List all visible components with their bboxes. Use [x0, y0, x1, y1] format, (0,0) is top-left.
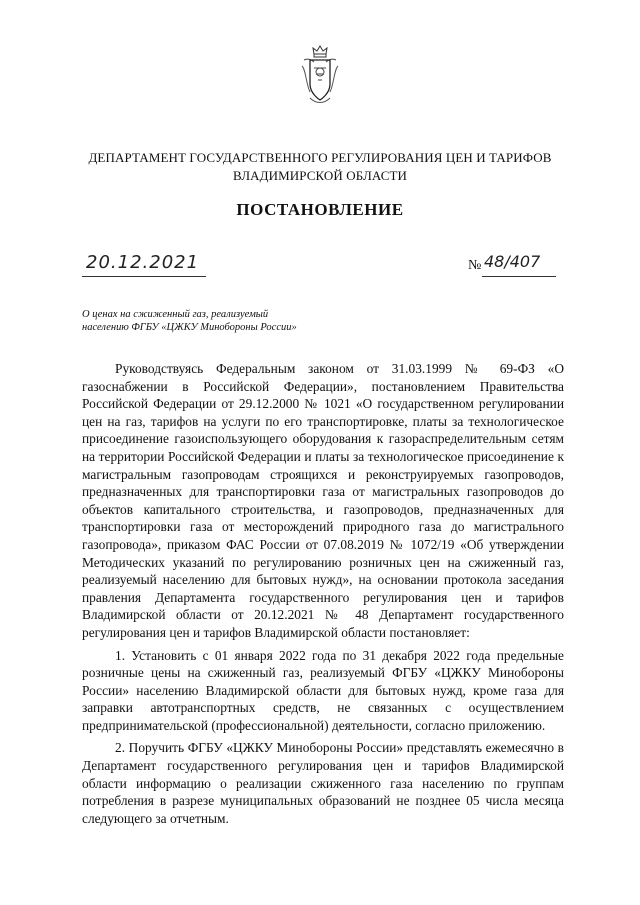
item-2-paragraph: 2. Поручить ФГБУ «ЦЖКУ Минобороны России» представлять ежемесячно в Департамент государственного регулирования цен и тарифов Владимирской области информацию о реализации сжиженного газа населению по группам потребления в разрезе муниципальных образований не позднее 05 числа месяца следующего за отчетным.: [82, 740, 564, 826]
number-label: №: [468, 258, 482, 273]
subject-line: населению ФГБУ «ЦЖКУ Минобороны России»: [82, 322, 297, 333]
item-1-paragraph: 1. Установить с 01 января 2022 года по 31 декабря 2022 года предельные розничные цены на сжиженный газ, реализуемый ФГБУ «ЦЖКУ Минобороны России» населению Владимирской области для бытовых нужд, кроме газа для заправки автотранспортных средств, не связанных с осуществлением предпринимательской (профессиональной) деятельности, согласно приложению.: [82, 647, 564, 733]
document-body: [82, 360, 564, 832]
number-underline: [482, 276, 556, 277]
coat-of-arms-icon: [298, 44, 342, 108]
document-date: 20.12.2021: [86, 252, 200, 273]
preamble-paragraph: Руководствуясь Федеральным законом от 31.03.1999 № 69-ФЗ «О газоснабжении в Российской Федерации», постановлением Правительства Российской Федерации от 29.12.2000 № 1021 «О государственном регулировании цен на газ, тарифов на услуги по его транспортировке, платы за технологическое присоединение газоиспользующего оборудования к газораспределительным сетям на территории Российской Федерации и платы за технологическое присоединение к магистральным газопроводам строящихся и реконструируемых газопроводов, предназначенных для транспортировки газа от магистральных газопроводов до объектов капитального строительства, и газопроводов, предназначенных для транспортировки газа от месторождений природного газа до магистрального газопровода», приказом ФАС России от 07.08.2019 № 1072/19 «Об утверждении Методических указаний по регулированию розничных цен на сжиженный газ, реализуемый населению для бытовых нужд», на основании протокола заседания правления Департамента государственного регулирования цен и тарифов Владимирской области от 20.12.2021 № 48 Департамент государственного регулирования цен и тарифов Владимирской области постановляет:: [82, 361, 564, 640]
document-subject: [82, 308, 297, 334]
region-name: ВЛАДИМИРСКОЙ ОБЛАСТИ: [232, 168, 408, 183]
subject-line: О ценах на сжиженный газ, реализуемый: [82, 309, 269, 320]
date-underline: [82, 276, 206, 277]
document-type-title: ПОСТАНОВЛЕНИЕ: [236, 200, 404, 219]
document-number: 48/407: [484, 252, 541, 271]
department-name: ДЕПАРТАМЕНТ ГОСУДАРСТВЕННОГО РЕГУЛИРОВАНИЯ ЦЕН И ТАРИФОВ: [88, 150, 552, 165]
